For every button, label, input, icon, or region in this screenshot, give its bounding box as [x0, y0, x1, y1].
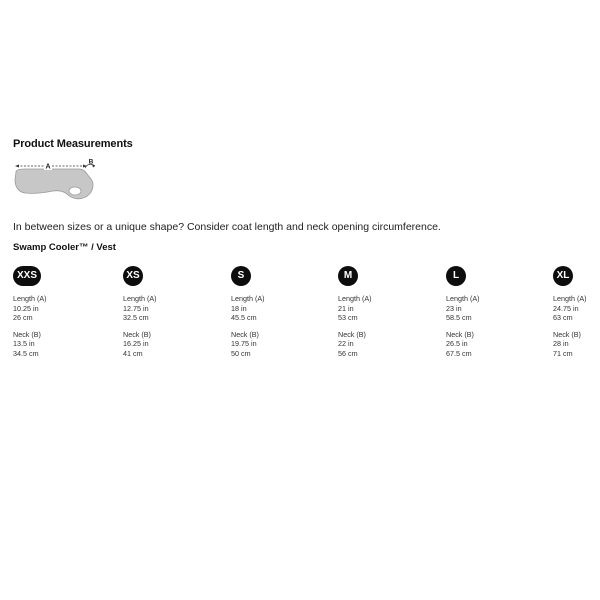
- length-cm-value: 45.5 cm: [231, 313, 257, 322]
- size-badge-xl: XL: [553, 266, 573, 286]
- neck-label: Neck (B): [13, 329, 41, 339]
- neck-in-value: 28 in: [553, 339, 569, 348]
- size-column-xl: [553, 265, 600, 358]
- size-badge-xxs: XXS: [13, 266, 41, 286]
- neck-label: Neck (B): [123, 329, 151, 339]
- vest-shape: [15, 169, 93, 199]
- length-in-value: 21 in: [338, 303, 354, 313]
- neck-cm-value: 34.5 cm: [13, 348, 39, 358]
- size-column-s: [231, 265, 321, 358]
- size-column-xs: [123, 265, 213, 358]
- length-in-value: 23 in: [446, 303, 462, 313]
- length-label: Length (A): [553, 294, 587, 303]
- arm-opening: [69, 187, 81, 195]
- neck-cm-value: 41 cm: [123, 348, 143, 358]
- length-in-value: 24.75 in: [553, 303, 579, 313]
- neck-label: Neck (B): [338, 329, 366, 339]
- length-label: Length (A): [338, 294, 372, 303]
- length-in-value: 10.25 in: [13, 303, 39, 313]
- length-label: Length (A): [446, 294, 480, 303]
- length-cm-value: 53 cm: [338, 313, 358, 322]
- dog-measurement-diagram: [13, 158, 105, 208]
- size-badge-xs: XS: [123, 266, 143, 286]
- neck-cm-value: 50 cm: [231, 348, 251, 358]
- neck-in-value: 22 in: [338, 339, 354, 348]
- neck-label: Neck (B): [553, 329, 581, 339]
- neck-in-value: 19.75 in: [231, 339, 257, 348]
- length-label: Length (A): [231, 294, 265, 303]
- neck-cm-value: 56 cm: [338, 348, 358, 358]
- neck-in-value: 26.5 in: [446, 339, 468, 348]
- size-badge-m: M: [338, 266, 358, 286]
- length-in-value: 12.75 in: [123, 303, 149, 313]
- neck-cm-value: 67.5 cm: [446, 348, 472, 358]
- product-title: Swamp Cooler™ / Vest: [13, 242, 116, 253]
- intro-text: In between sizes or a unique shape? Consider coat length and neck opening circumference.: [13, 221, 441, 233]
- page-title: Product Measurements: [13, 138, 133, 150]
- size-chart: [13, 265, 600, 365]
- arrow-head-left-icon: [15, 165, 19, 168]
- size-column-m: [338, 265, 428, 358]
- size-column-l: [446, 265, 536, 358]
- size-badge-l: L: [446, 266, 466, 286]
- neck-in-value: 13.5 in: [13, 339, 35, 348]
- length-label: Length (A): [123, 294, 157, 303]
- label-b: B: [88, 158, 94, 166]
- neck-cm-value: 71 cm: [553, 348, 573, 358]
- length-cm-value: 32.5 cm: [123, 313, 149, 322]
- size-column-xxs: [13, 265, 103, 358]
- length-label: Length (A): [13, 294, 47, 303]
- length-cm-value: 26 cm: [13, 313, 33, 322]
- neck-label: Neck (B): [446, 329, 474, 339]
- length-cm-value: 58.5 cm: [446, 313, 472, 322]
- length-cm-value: 63 cm: [553, 313, 573, 322]
- length-in-value: 18 in: [231, 303, 247, 313]
- neck-in-value: 16.25 in: [123, 339, 149, 348]
- label-a: A: [45, 163, 51, 171]
- neck-label: Neck (B): [231, 329, 259, 339]
- size-badge-s: S: [231, 266, 251, 286]
